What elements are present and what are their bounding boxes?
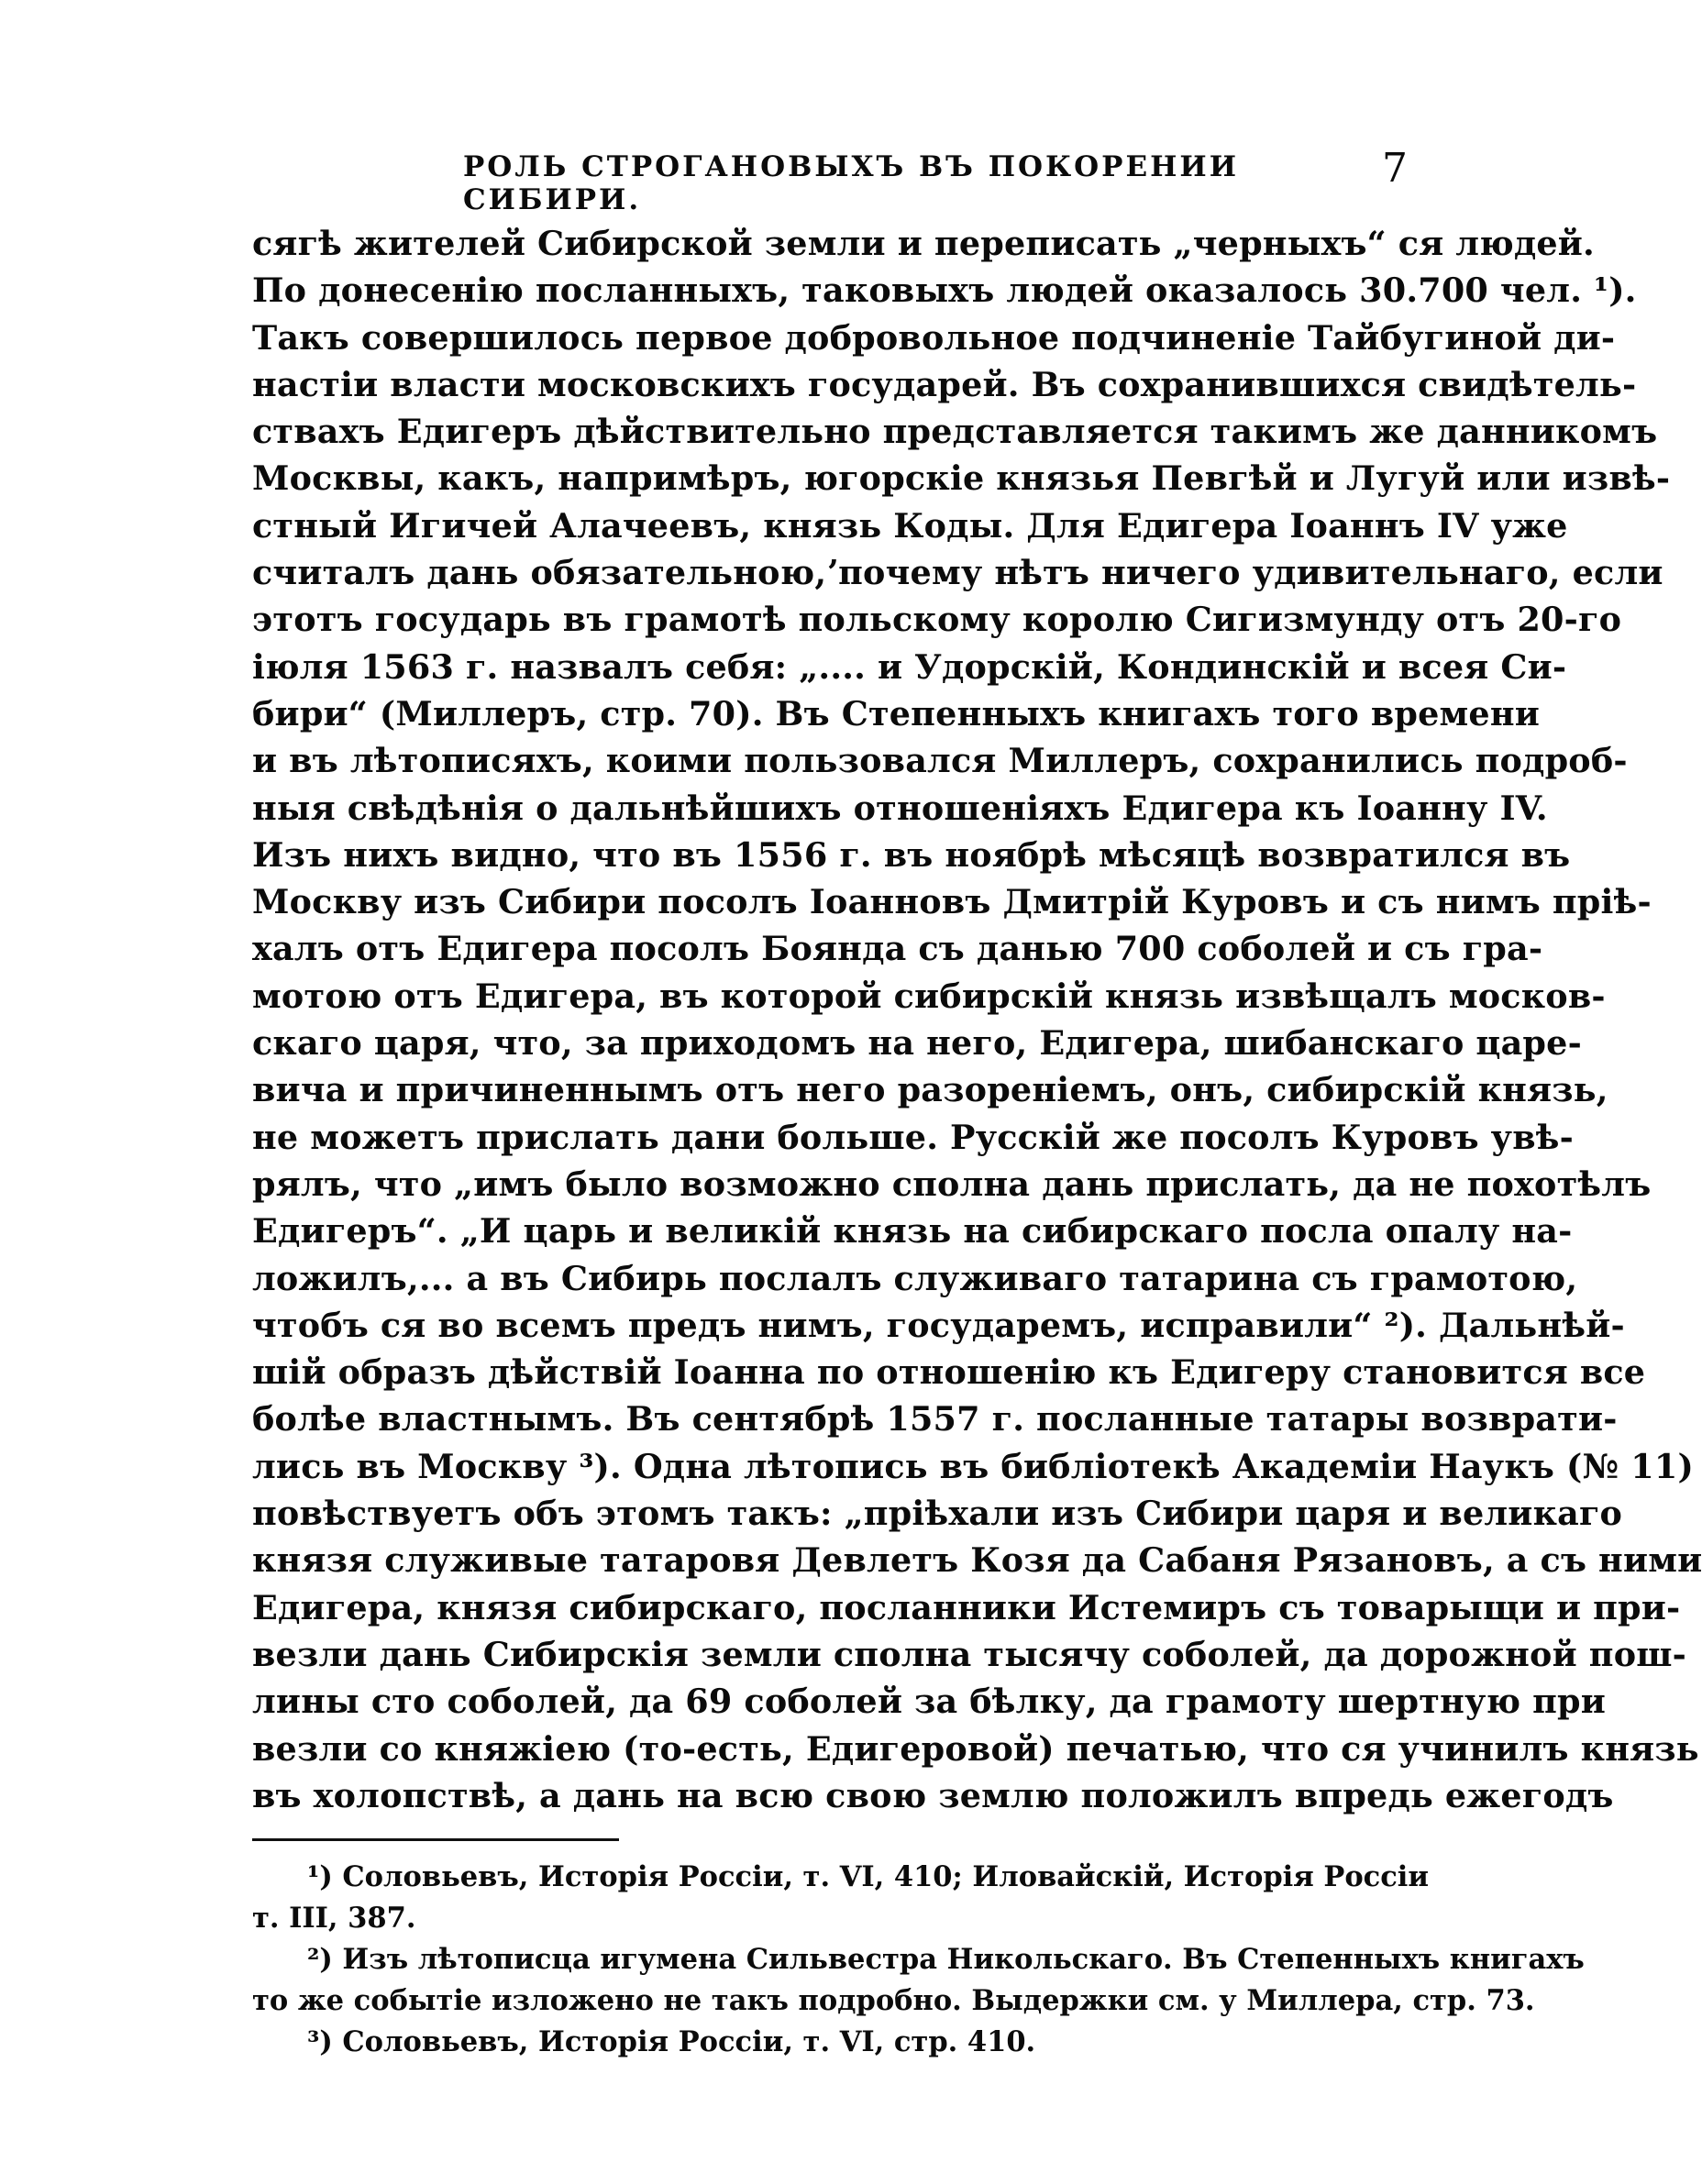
footnote-line: т. III, 387. bbox=[252, 1902, 416, 1935]
text-line: Едигера, князя сибирскаго, посланники Истемиръ съ товарыщи и при- bbox=[252, 1587, 1681, 1627]
text-line: настіи власти московскихъ государей. Въ сохранившихся свидѣтель- bbox=[252, 364, 1637, 404]
footnote-line: ²) Изъ лѣтописца игумена Сильвестра Никольскаго. Въ Степенныхъ книгахъ bbox=[307, 1943, 1585, 1976]
text-line: въ холопствѣ, а дань на всю свою землю положилъ впредь ежегодъ bbox=[252, 1775, 1614, 1815]
text-line: Москву изъ Сибири посолъ Іоанновъ Дмитрій Куровъ и съ нимъ пріѣ- bbox=[252, 882, 1652, 922]
footnote-divider bbox=[252, 1838, 619, 1841]
footnote-line: то же событіе изложено не такъ подробно. Выдержки см. у Миллера, стр. 73. bbox=[252, 1984, 1535, 2017]
text-line: лись въ Москву ³). Одна лѣтопись въ библіотекѣ Академіи Наукъ (№ 11) bbox=[252, 1446, 1694, 1486]
text-line: стный Игичей Алачеевъ, князь Коды. Для Едигера Іоаннъ IV уже bbox=[252, 505, 1568, 546]
text-line: болѣе властнымъ. Въ сентябрѣ 1557 г. посланные татары возврати- bbox=[252, 1399, 1618, 1439]
text-line: князя служивые татаровя Девлетъ Козя да Сабаня Рязановъ, а съ ними bbox=[252, 1540, 1702, 1581]
text-line: ствахъ Едигеръ дѣйствительно представляется такимъ же данникомъ bbox=[252, 412, 1658, 452]
text-line: повѣствуетъ объ этомъ такъ: „пріѣхали изъ Сибири царя и великаго bbox=[252, 1494, 1623, 1534]
text-line: По донесенію посланныхъ, таковыхъ людей оказалось 30.700 чел. ¹). bbox=[252, 270, 1637, 311]
text-line: лины сто соболей, да 69 соболей за бѣлку, да грамоту шертную при bbox=[252, 1682, 1607, 1722]
page-number: 7 bbox=[1382, 145, 1408, 192]
footnote-2 bbox=[252, 1939, 1585, 2022]
text-line: Такъ совершилось первое добровольное подчиненіе Тайбугиной ди- bbox=[252, 317, 1616, 358]
page-header bbox=[252, 145, 1408, 216]
text-line: Едигеръ“. „И царь и великій князь на сибирскаго посла опалу на- bbox=[252, 1211, 1573, 1252]
footnote-line: ³) Соловьевъ, Исторія Россіи, т. VI, стр. 410. bbox=[307, 2025, 1036, 2058]
text-line: этотъ государь въ грамотѣ польскому королю Сигизмунду отъ 20-го bbox=[252, 600, 1622, 640]
footnote-3 bbox=[252, 2022, 1408, 2063]
text-line: шій образъ дѣйствій Іоанна по отношенію къ Едигеру становится все bbox=[252, 1352, 1646, 1393]
footnote-line: ¹) Соловьевъ, Исторія Россіи, т. VI, 410; Иловайскій, Исторія Россіи bbox=[307, 1860, 1430, 1893]
text-line: халъ отъ Едигера посолъ Боянда съ данью 700 соболей и съ гра- bbox=[252, 929, 1543, 969]
body-text bbox=[252, 220, 1702, 1819]
text-line: и въ лѣтописяхъ, коими пользовался Миллеръ, сохранились подроб- bbox=[252, 741, 1628, 781]
text-line: вича и причиненнымъ отъ него разореніемъ, онъ, сибирскій князь, bbox=[252, 1070, 1608, 1110]
text-line: чтобъ ся во всемъ предъ нимъ, государемъ, исправили“ ²). Дальнѣй- bbox=[252, 1305, 1625, 1345]
text-line: бири“ (Миллеръ, стр. 70). Въ Степенныхъ книгахъ того времени bbox=[252, 693, 1541, 734]
text-line: Москвы, какъ, напримѣръ, югорскіе князья Певгѣй и Лугуй или извѣ- bbox=[252, 458, 1671, 499]
text-line: Изъ нихъ видно, что въ 1556 г. въ ноябрѣ мѣсяцѣ возвратился въ bbox=[252, 834, 1571, 875]
text-line: считалъ дань обязательною,ʼпочему нѣтъ ничего удивительнаго, если bbox=[252, 553, 1663, 593]
footnote-1 bbox=[252, 1857, 1430, 1939]
text-line: ныя свѣдѣнія о дальнѣйшихъ отношеніяхъ Едигера къ Іоанну IV. bbox=[252, 788, 1548, 828]
text-line: скаго царя, что, за приходомъ на него, Едигера, шибанскаго царе- bbox=[252, 1023, 1582, 1064]
text-line: іюля 1563 г. назвалъ себя: „.... и Удорскій, Кондинскій и всея Си- bbox=[252, 646, 1567, 687]
footnotes bbox=[252, 1857, 1585, 2063]
text-line: сягѣ жителей Сибирской земли и переписать „черныхъ“ ся людей. bbox=[252, 224, 1595, 263]
text-line: везли со княжіею (то-есть, Едигеровой) печатью, что ся учинилъ князь bbox=[252, 1728, 1699, 1769]
text-line: ложилъ,... а въ Сибирь послалъ служиваго татарина съ грамотою, bbox=[252, 1258, 1578, 1298]
text-line: рялъ, что „имъ было возможно сполна дань прислать, да не похотѣлъ bbox=[252, 1164, 1652, 1204]
running-head: РОЛЬ СТРОГАНОВЫХЪ ВЪ ПОКОРЕНИИ СИБИРИ. bbox=[463, 150, 1239, 216]
text-line: везли дань Сибирскія земли сполна тысячу соболей, да дорожной пош- bbox=[252, 1634, 1687, 1674]
text-line: не можетъ прислать дани больше. Русскій же посолъ Куровъ увѣ- bbox=[252, 1117, 1575, 1157]
text-line: мотою отъ Едигера, въ которой сибирскій князь извѣщалъ москов- bbox=[252, 976, 1606, 1016]
